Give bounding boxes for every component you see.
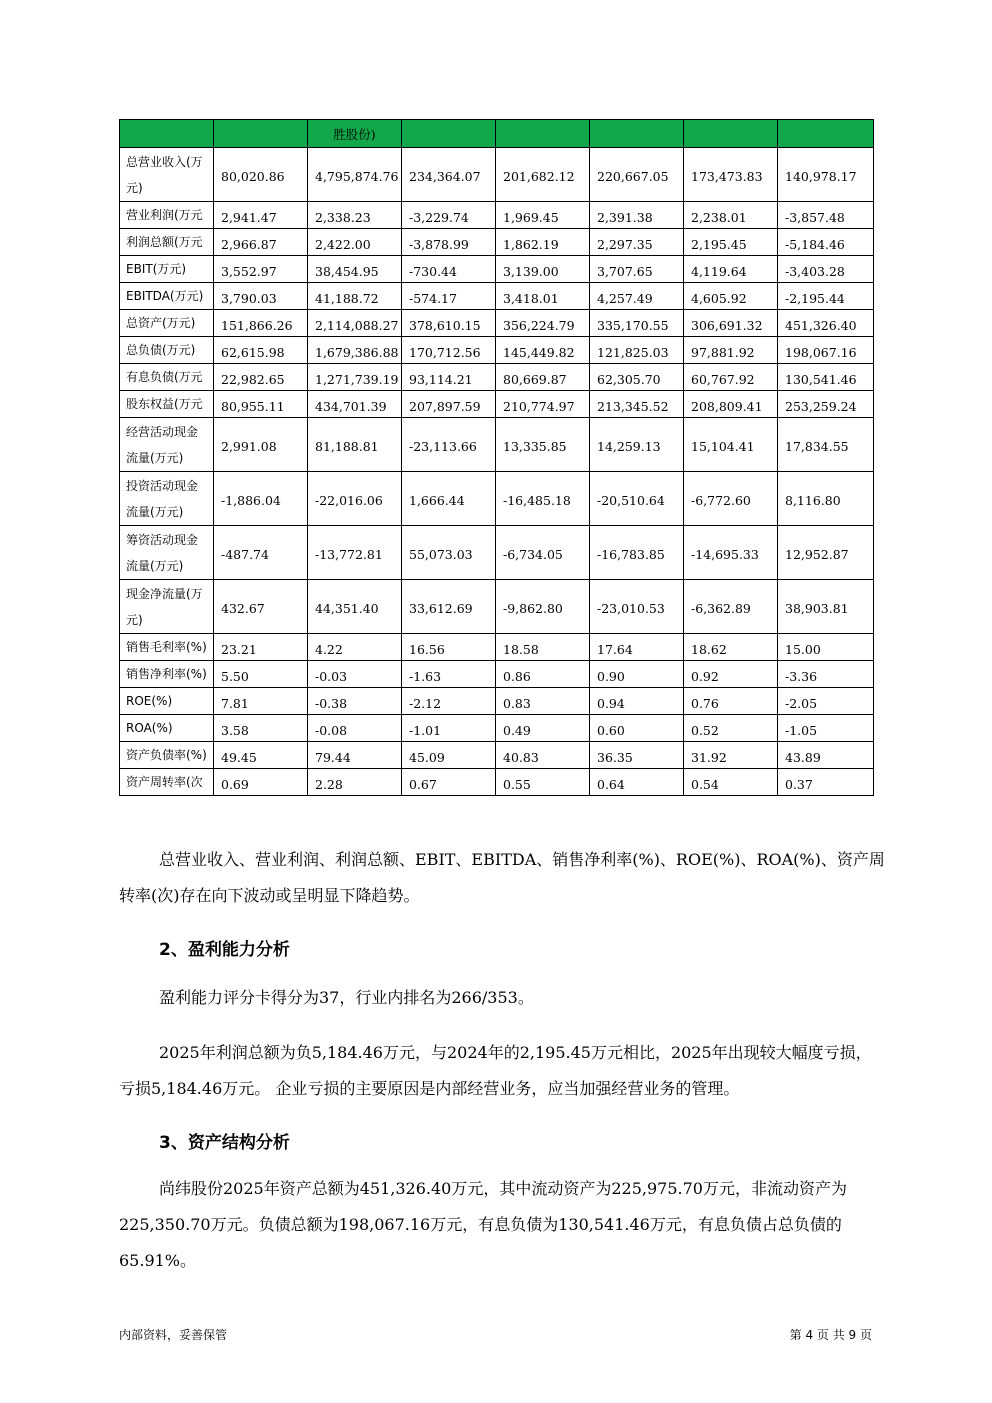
- row-label: 总资产(万元): [120, 310, 214, 337]
- value-cell: -6,734.05: [496, 526, 590, 580]
- value-cell: 0.92: [684, 661, 778, 688]
- row-label: 有息负债(万元: [120, 364, 214, 391]
- value-cell: 0.83: [496, 688, 590, 715]
- table-body: [120, 120, 874, 796]
- value-cell: 49.45: [214, 742, 308, 769]
- value-cell: -13,772.81: [308, 526, 402, 580]
- value-cell: 121,825.03: [590, 337, 684, 364]
- value-cell: 220,667.05: [590, 148, 684, 202]
- value-cell: -2.05: [778, 688, 874, 715]
- value-cell: -487.74: [214, 526, 308, 580]
- value-cell: 356,224.79: [496, 310, 590, 337]
- header-cell: [684, 120, 778, 148]
- row-label: ROA(%): [120, 715, 214, 742]
- value-cell: 140,978.17: [778, 148, 874, 202]
- value-cell: 18.62: [684, 634, 778, 661]
- value-cell: 253,259.24: [778, 391, 874, 418]
- value-cell: 97,881.92: [684, 337, 778, 364]
- value-cell: 1,862.19: [496, 229, 590, 256]
- value-cell: 0.52: [684, 715, 778, 742]
- value-cell: 0.54: [684, 769, 778, 796]
- profit-loss-paragraph: 2025年利润总额为负5,184.46万元，与2024年的2,195.45万元相比，2025年出现较大幅度亏损，亏损5,184.46万元。 企业亏损的主要原因是内部经营业务，应当加强经营业务的管理。: [119, 1043, 872, 1098]
- row-label: 总营业收入(万元): [120, 148, 214, 202]
- value-cell: -22,016.06: [308, 472, 402, 526]
- asset-structure-paragraph: 尚纬股份2025年资产总额为451,326.40万元，其中流动资产为225,975.70万元，非流动资产为225,350.70万元。负债总额为198,067.16万元，有息负债为130,541.46万元，有息负债占总负债的65.91%。: [119, 1179, 847, 1270]
- value-cell: 0.67: [402, 769, 496, 796]
- value-cell: -2,195.44: [778, 283, 874, 310]
- value-cell: 0.64: [590, 769, 684, 796]
- value-cell: -20,510.64: [590, 472, 684, 526]
- section-heading-profitability: 2、盈利能力分析: [159, 940, 290, 960]
- value-cell: 62,305.70: [590, 364, 684, 391]
- value-cell: 4,257.49: [590, 283, 684, 310]
- value-cell: -2.12: [402, 688, 496, 715]
- value-cell: 3,707.65: [590, 256, 684, 283]
- value-cell: 145,449.82: [496, 337, 590, 364]
- value-cell: -16,783.85: [590, 526, 684, 580]
- value-cell: 38,454.95: [308, 256, 402, 283]
- value-cell: 12,952.87: [778, 526, 874, 580]
- value-cell: -0.03: [308, 661, 402, 688]
- value-cell: 306,691.32: [684, 310, 778, 337]
- section-heading-asset-structure: 3、资产结构分析: [159, 1133, 290, 1153]
- header-cell: [214, 120, 308, 148]
- value-cell: 151,866.26: [214, 310, 308, 337]
- footer-confidential: 内部资料，妥善保管: [119, 1328, 228, 1342]
- table-row: [120, 688, 874, 715]
- value-cell: 0.55: [496, 769, 590, 796]
- table-row: [120, 580, 874, 634]
- header-cell: 胜股份): [308, 120, 402, 148]
- footer-page-number: 第 4 页 共 9 页: [789, 1328, 872, 1342]
- value-cell: 43.89: [778, 742, 874, 769]
- row-label: 营业利润(万元: [120, 202, 214, 229]
- table-row: [120, 634, 874, 661]
- header-cell: [590, 120, 684, 148]
- value-cell: -3,403.28: [778, 256, 874, 283]
- value-cell: 234,364.07: [402, 148, 496, 202]
- value-cell: 2,966.87: [214, 229, 308, 256]
- value-cell: 3,790.03: [214, 283, 308, 310]
- row-label: 销售毛利率(%): [120, 634, 214, 661]
- value-cell: 0.69: [214, 769, 308, 796]
- header-cell: [778, 120, 874, 148]
- value-cell: 213,345.52: [590, 391, 684, 418]
- value-cell: 3.58: [214, 715, 308, 742]
- value-cell: 1,666.44: [402, 472, 496, 526]
- value-cell: 15.00: [778, 634, 874, 661]
- value-cell: 130,541.46: [778, 364, 874, 391]
- value-cell: 44,351.40: [308, 580, 402, 634]
- value-cell: 4,605.92: [684, 283, 778, 310]
- value-cell: 0.49: [496, 715, 590, 742]
- value-cell: -9,862.80: [496, 580, 590, 634]
- value-cell: 79.44: [308, 742, 402, 769]
- value-cell: 15,104.41: [684, 418, 778, 472]
- profitability-score-paragraph: 盈利能力评分卡得分为37，行业内排名为266/353。: [159, 988, 534, 1007]
- value-cell: 31.92: [684, 742, 778, 769]
- row-label: 销售净利率(%): [120, 661, 214, 688]
- value-cell: 1,271,739.19: [308, 364, 402, 391]
- value-cell: -730.44: [402, 256, 496, 283]
- value-cell: 335,170.55: [590, 310, 684, 337]
- value-cell: 3,418.01: [496, 283, 590, 310]
- value-cell: 41,188.72: [308, 283, 402, 310]
- value-cell: 0.90: [590, 661, 684, 688]
- row-label: 利润总额(万元: [120, 229, 214, 256]
- value-cell: 80,020.86: [214, 148, 308, 202]
- table-header-row: [120, 120, 874, 148]
- value-cell: -1.05: [778, 715, 874, 742]
- value-cell: 80,955.11: [214, 391, 308, 418]
- table-row: [120, 526, 874, 580]
- value-cell: -5,184.46: [778, 229, 874, 256]
- value-cell: -0.08: [308, 715, 402, 742]
- value-cell: 1,679,386.88: [308, 337, 402, 364]
- value-cell: 0.76: [684, 688, 778, 715]
- value-cell: 201,682.12: [496, 148, 590, 202]
- table-row: [120, 337, 874, 364]
- value-cell: 8,116.80: [778, 472, 874, 526]
- value-cell: 4,795,874.76: [308, 148, 402, 202]
- header-cell: [402, 120, 496, 148]
- row-label: EBITDA(万元): [120, 283, 214, 310]
- value-cell: 2.28: [308, 769, 402, 796]
- value-cell: 45.09: [402, 742, 496, 769]
- table-row: [120, 391, 874, 418]
- value-cell: -3,857.48: [778, 202, 874, 229]
- value-cell: -23,010.53: [590, 580, 684, 634]
- value-cell: 434,701.39: [308, 391, 402, 418]
- value-cell: 38,903.81: [778, 580, 874, 634]
- row-label: 股东权益(万元: [120, 391, 214, 418]
- value-cell: 40.83: [496, 742, 590, 769]
- table-row: [120, 310, 874, 337]
- value-cell: -574.17: [402, 283, 496, 310]
- value-cell: 81,188.81: [308, 418, 402, 472]
- value-cell: 80,669.87: [496, 364, 590, 391]
- value-cell: -16,485.18: [496, 472, 590, 526]
- value-cell: 2,195.45: [684, 229, 778, 256]
- value-cell: 208,809.41: [684, 391, 778, 418]
- table-row: [120, 715, 874, 742]
- table-row: [120, 283, 874, 310]
- value-cell: 33,612.69: [402, 580, 496, 634]
- header-cell: [496, 120, 590, 148]
- value-cell: -1,886.04: [214, 472, 308, 526]
- value-cell: 5.50: [214, 661, 308, 688]
- value-cell: -3.36: [778, 661, 874, 688]
- table-row: [120, 742, 874, 769]
- value-cell: 22,982.65: [214, 364, 308, 391]
- header-cell: [120, 120, 214, 148]
- value-cell: 23.21: [214, 634, 308, 661]
- value-cell: 0.60: [590, 715, 684, 742]
- row-label: 总负债(万元): [120, 337, 214, 364]
- row-label: 资产周转率(次: [120, 769, 214, 796]
- summary-paragraph: 总营业收入、营业利润、利润总额、EBIT、EBITDA、销售净利率(%)、ROE(%)、ROA(%)、资产周转率(次)存在向下波动或呈明显下降趋势。: [119, 850, 885, 905]
- value-cell: 17,834.55: [778, 418, 874, 472]
- value-cell: 2,238.01: [684, 202, 778, 229]
- table-row: [120, 418, 874, 472]
- value-cell: 60,767.92: [684, 364, 778, 391]
- value-cell: -1.63: [402, 661, 496, 688]
- value-cell: 4,119.64: [684, 256, 778, 283]
- row-label: ROE(%): [120, 688, 214, 715]
- value-cell: 378,610.15: [402, 310, 496, 337]
- value-cell: -1.01: [402, 715, 496, 742]
- table-row: [120, 202, 874, 229]
- value-cell: 3,552.97: [214, 256, 308, 283]
- table-row: [120, 769, 874, 796]
- value-cell: 55,073.03: [402, 526, 496, 580]
- value-cell: 210,774.97: [496, 391, 590, 418]
- value-cell: 18.58: [496, 634, 590, 661]
- table-row: [120, 661, 874, 688]
- value-cell: 93,114.21: [402, 364, 496, 391]
- value-cell: 2,297.35: [590, 229, 684, 256]
- value-cell: 207,897.59: [402, 391, 496, 418]
- value-cell: 451,326.40: [778, 310, 874, 337]
- value-cell: -23,113.66: [402, 418, 496, 472]
- row-label: 现金净流量(万元): [120, 580, 214, 634]
- value-cell: 7.81: [214, 688, 308, 715]
- row-label: 投资活动现金流量(万元): [120, 472, 214, 526]
- table-row: [120, 364, 874, 391]
- value-cell: 17.64: [590, 634, 684, 661]
- value-cell: 2,114,088.27: [308, 310, 402, 337]
- value-cell: 2,338.23: [308, 202, 402, 229]
- value-cell: -6,362.89: [684, 580, 778, 634]
- row-label: 资产负债率(%): [120, 742, 214, 769]
- value-cell: -0.38: [308, 688, 402, 715]
- value-cell: 4.22: [308, 634, 402, 661]
- value-cell: -14,695.33: [684, 526, 778, 580]
- value-cell: 36.35: [590, 742, 684, 769]
- value-cell: -3,878.99: [402, 229, 496, 256]
- value-cell: 170,712.56: [402, 337, 496, 364]
- financial-table: [119, 119, 874, 796]
- row-label: 经营活动现金流量(万元): [120, 418, 214, 472]
- value-cell: 2,941.47: [214, 202, 308, 229]
- value-cell: 2,991.08: [214, 418, 308, 472]
- value-cell: 0.86: [496, 661, 590, 688]
- value-cell: -6,772.60: [684, 472, 778, 526]
- value-cell: 0.37: [778, 769, 874, 796]
- table-row: [120, 256, 874, 283]
- value-cell: 432.67: [214, 580, 308, 634]
- value-cell: 1,969.45: [496, 202, 590, 229]
- value-cell: 2,391.38: [590, 202, 684, 229]
- value-cell: 14,259.13: [590, 418, 684, 472]
- row-label: 筹资活动现金流量(万元): [120, 526, 214, 580]
- value-cell: 2,422.00: [308, 229, 402, 256]
- value-cell: 198,067.16: [778, 337, 874, 364]
- row-label: EBIT(万元): [120, 256, 214, 283]
- value-cell: 62,615.98: [214, 337, 308, 364]
- table-row: [120, 148, 874, 202]
- value-cell: 13,335.85: [496, 418, 590, 472]
- value-cell: 16.56: [402, 634, 496, 661]
- value-cell: -3,229.74: [402, 202, 496, 229]
- table-row: [120, 472, 874, 526]
- value-cell: 0.94: [590, 688, 684, 715]
- table-row: [120, 229, 874, 256]
- value-cell: 173,473.83: [684, 148, 778, 202]
- value-cell: 3,139.00: [496, 256, 590, 283]
